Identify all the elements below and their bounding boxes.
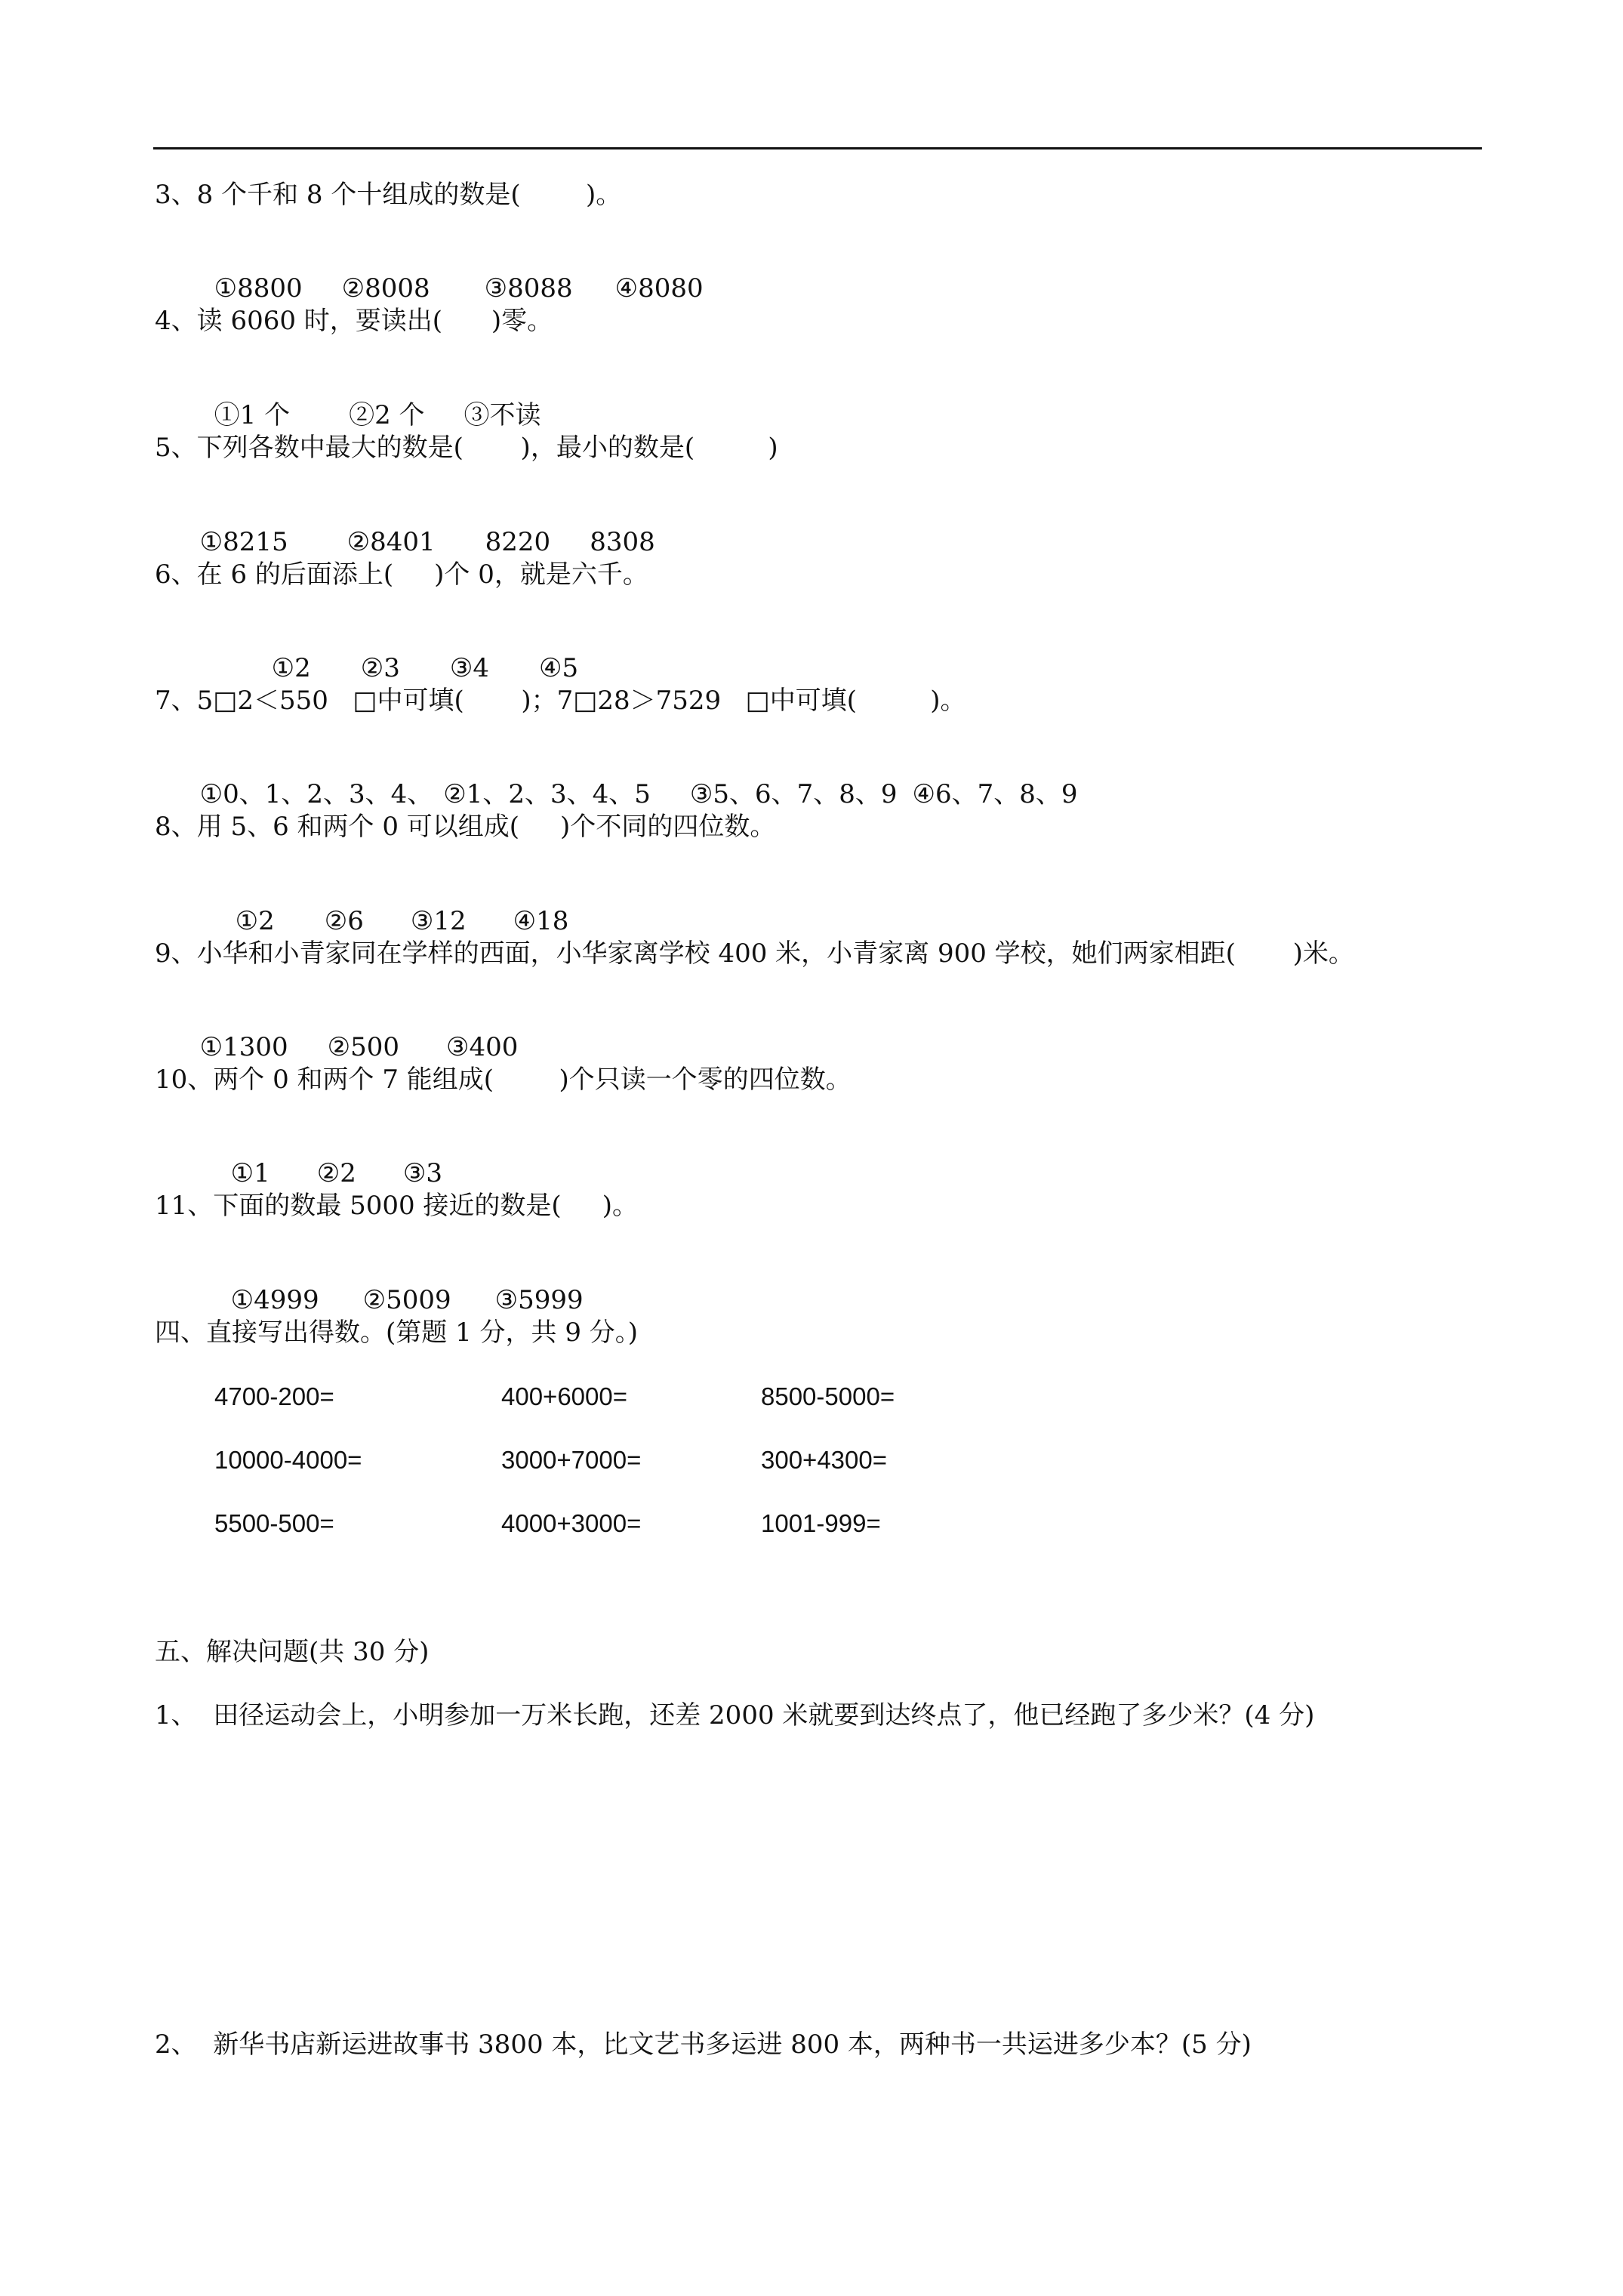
question-4-stem: 4、读 6060 时，要读出( )零。: [155, 306, 553, 336]
question-11-options: [214, 1255, 630, 1315]
question-9-options: [183, 1002, 565, 1062]
option: ②6: [324, 906, 364, 936]
question-4-options: [198, 370, 588, 430]
option: 8220: [485, 527, 551, 557]
question-7-options: [183, 749, 1125, 809]
option: ③8088: [484, 273, 573, 304]
calc-item: 400+6000=: [501, 1382, 628, 1410]
option: ③3: [402, 1158, 442, 1188]
option: ①1300: [199, 1032, 288, 1062]
option: ④8080: [614, 273, 704, 304]
question-5-options: [183, 497, 702, 557]
question-3-stem: 3、8 个千和 8 个十组成的数是( )。: [155, 180, 622, 210]
option: ③400: [446, 1032, 519, 1062]
calc-item: 5500-500=: [214, 1509, 334, 1537]
option: ③5999: [494, 1285, 584, 1315]
question-6-options: [255, 623, 625, 683]
problem-2: 2、 新华书店新运进故事书 3800 本，比文艺书多运进 800 本，两种书一共运进多少本？(5 分): [155, 2029, 1252, 2060]
question-8-options: [219, 876, 615, 936]
option: ①4999: [230, 1285, 319, 1315]
option: ①0、1、2、3、4、: [199, 779, 433, 809]
calc-item: 4700-200=: [214, 1382, 334, 1410]
calc-item: 4000+3000=: [501, 1509, 642, 1537]
option: ①1: [230, 1158, 270, 1188]
option: ②2 个: [349, 400, 425, 430]
option: ②2: [316, 1158, 356, 1188]
question-5-stem: 5、下列各数中最大的数是( )，最小的数是( ): [155, 433, 778, 463]
header-rule: [153, 147, 1482, 149]
option: ①8800: [214, 273, 303, 304]
calc-item: 8500-5000=: [761, 1382, 895, 1410]
option: ②3: [360, 653, 400, 683]
calc-item: 1001-999=: [761, 1509, 881, 1537]
question-7-stem: 7、5□2＜550 □中可填( )；7□28＞7529 □中可填( )。: [155, 686, 966, 716]
option: ②5009: [362, 1285, 451, 1315]
option: ③不读: [463, 400, 541, 430]
question-3-options: [198, 243, 750, 304]
option: ②1、2、3、4、5: [443, 779, 651, 809]
option: ①2: [271, 653, 311, 683]
question-11-stem: 11、下面的数最 5000 接近的数是( )。: [155, 1191, 638, 1221]
calc-item: 3000+7000=: [501, 1446, 642, 1474]
option: ②8401: [346, 527, 436, 557]
option: 8308: [590, 527, 655, 557]
option: ①1 个: [214, 400, 291, 430]
option: ①2: [235, 906, 275, 936]
section-4-title: 四、直接写出得数。(第题 1 分，共 9 分。): [155, 1318, 639, 1348]
option: ③4: [449, 653, 489, 683]
question-9-stem: 9、小华和小青家同在学样的西面，小华家离学校 400 米，小青家离 900 学校，她们两家相距( )米。: [155, 938, 1354, 969]
option: ④5: [539, 653, 579, 683]
question-10-options: [214, 1128, 489, 1188]
option: ④6、7、8、9: [912, 779, 1078, 809]
option: ④18: [513, 906, 569, 936]
question-6-stem: 6、在 6 的后面添上( )个 0，就是六千。: [155, 559, 648, 590]
calc-item: 300+4300=: [761, 1446, 888, 1474]
option: ②8008: [341, 273, 430, 304]
question-10-stem: 10、两个 0 和两个 7 能组成( )个只读一个零的四位数。: [155, 1065, 852, 1095]
calc-item: 10000-4000=: [214, 1446, 362, 1474]
section-5-title: 五、解决问题(共 30 分): [155, 1637, 430, 1667]
option: ③5、6、7、8、9: [689, 779, 898, 809]
problem-1: 1、 田径运动会上，小明参加一万米长跑，还差 2000 米就要到达终点了，他已经跑了多少米？(4 分): [155, 1700, 1315, 1730]
option: ①8215: [199, 527, 288, 557]
option: ③12: [410, 906, 467, 936]
option: ②500: [327, 1032, 400, 1062]
question-8-stem: 8、用 5、6 和两个 0 可以组成( )个不同的四位数。: [155, 812, 776, 842]
